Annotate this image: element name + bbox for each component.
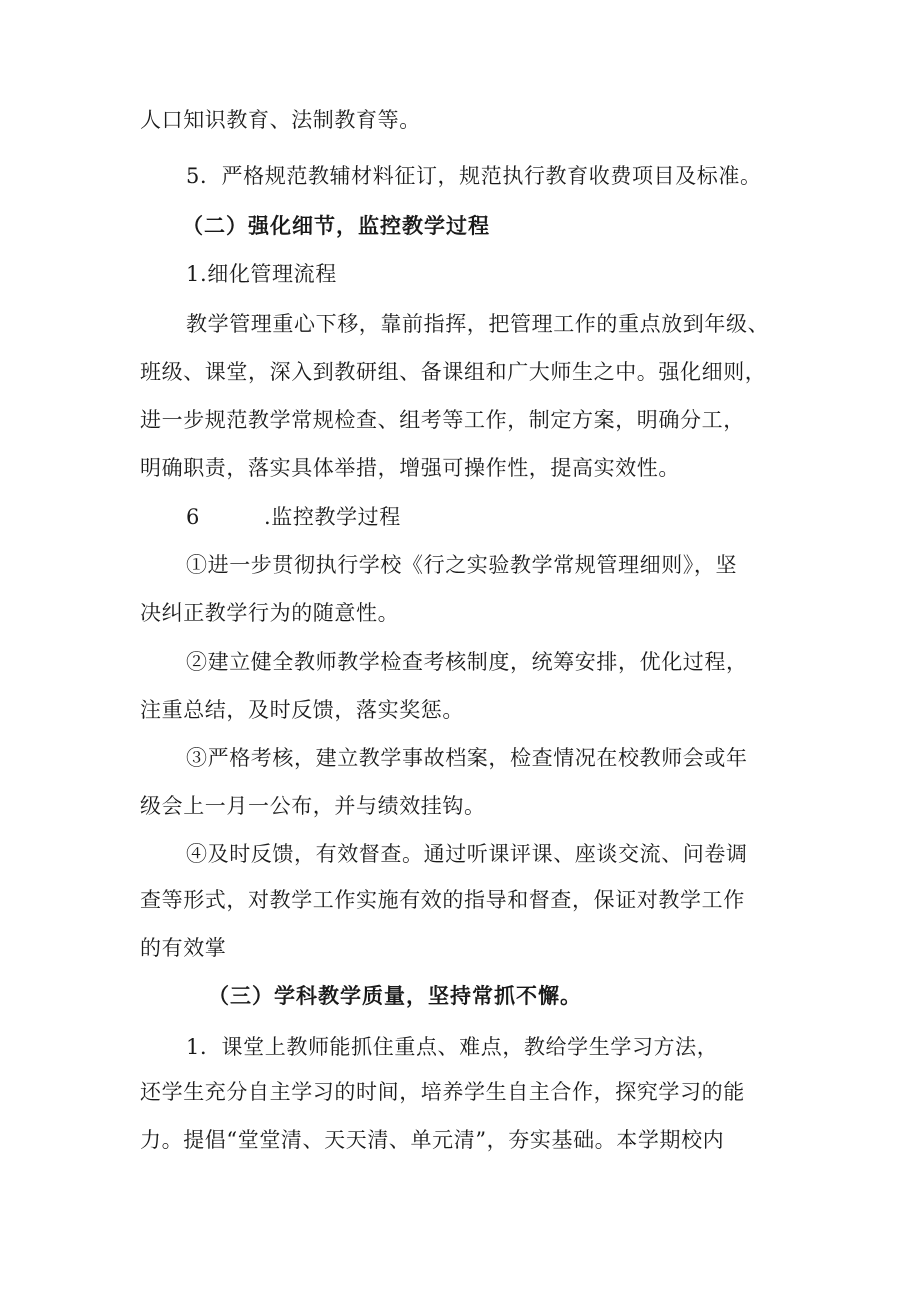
section-heading: （三）学科教学质量，坚持常抓不懈。: [208, 983, 582, 1008]
section-heading: （二）强化细节，监控教学过程: [182, 213, 490, 238]
paragraph-line: ③严格考核，建立教学事故档案，检查情况在校教师会或年: [186, 746, 748, 770]
paragraph-line: 力。提倡“堂堂清、天天清、单元清”，夯实基础。本学期校内: [140, 1128, 725, 1152]
paragraph-line: 教学管理重心下移，靠前指挥，把管理工作的重点放到年级、: [186, 312, 770, 336]
subsection-title: 1.细化管理流程: [186, 262, 337, 286]
paragraph-line: 班级、课堂，深入到教研组、备课组和广大师生之中。强化细则，: [140, 360, 767, 384]
paragraph-line: 注重总结，及时反馈，落实奖惩。: [140, 698, 464, 722]
paragraph-line: 查等形式，对教学工作实施有效的指导和督查，保证对教学工作: [140, 888, 745, 912]
paragraph-line: 人口知识教育、法制教育等。: [140, 108, 421, 132]
paragraph-line: 还学生充分自主学习的时间，培养学生自主合作，探究学习的能: [140, 1080, 745, 1104]
paragraph-line: 1．课堂上教师能抓住重点、难点，教给学生学习方法，: [186, 1035, 719, 1059]
paragraph-line: ②建立健全教师教学检查考核制度，统筹安排，优化过程，: [186, 650, 748, 674]
subsection-number: 6: [186, 505, 200, 529]
subsection-text: .监控教学过程: [264, 505, 401, 529]
subsection-title: [186, 503, 401, 531]
paragraph-line: 决纠正教学行为的随意性。: [140, 601, 400, 625]
paragraph-line: ④及时反馈，有效督查。通过听课评课、座谈交流、问卷调: [186, 842, 748, 866]
paragraph-line: ①进一步贯彻执行学校《行之实验教学常规管理细则》，坚: [186, 553, 738, 577]
paragraph-line: 明确职责，落实具体举措，增强可操作性，提高实效性。: [140, 456, 680, 480]
paragraph-line: 级会上一月一公布，并与绩效挂钩。: [140, 794, 486, 818]
paragraph-line: 的有效掌: [140, 936, 227, 960]
paragraph-line: 进一步规范教学常规检查、组考等工作，制定方案，明确分工，: [140, 408, 745, 432]
paragraph-line: 5．严格规范教辅材料征订，规范执行教育收费项目及标准。: [186, 164, 762, 188]
